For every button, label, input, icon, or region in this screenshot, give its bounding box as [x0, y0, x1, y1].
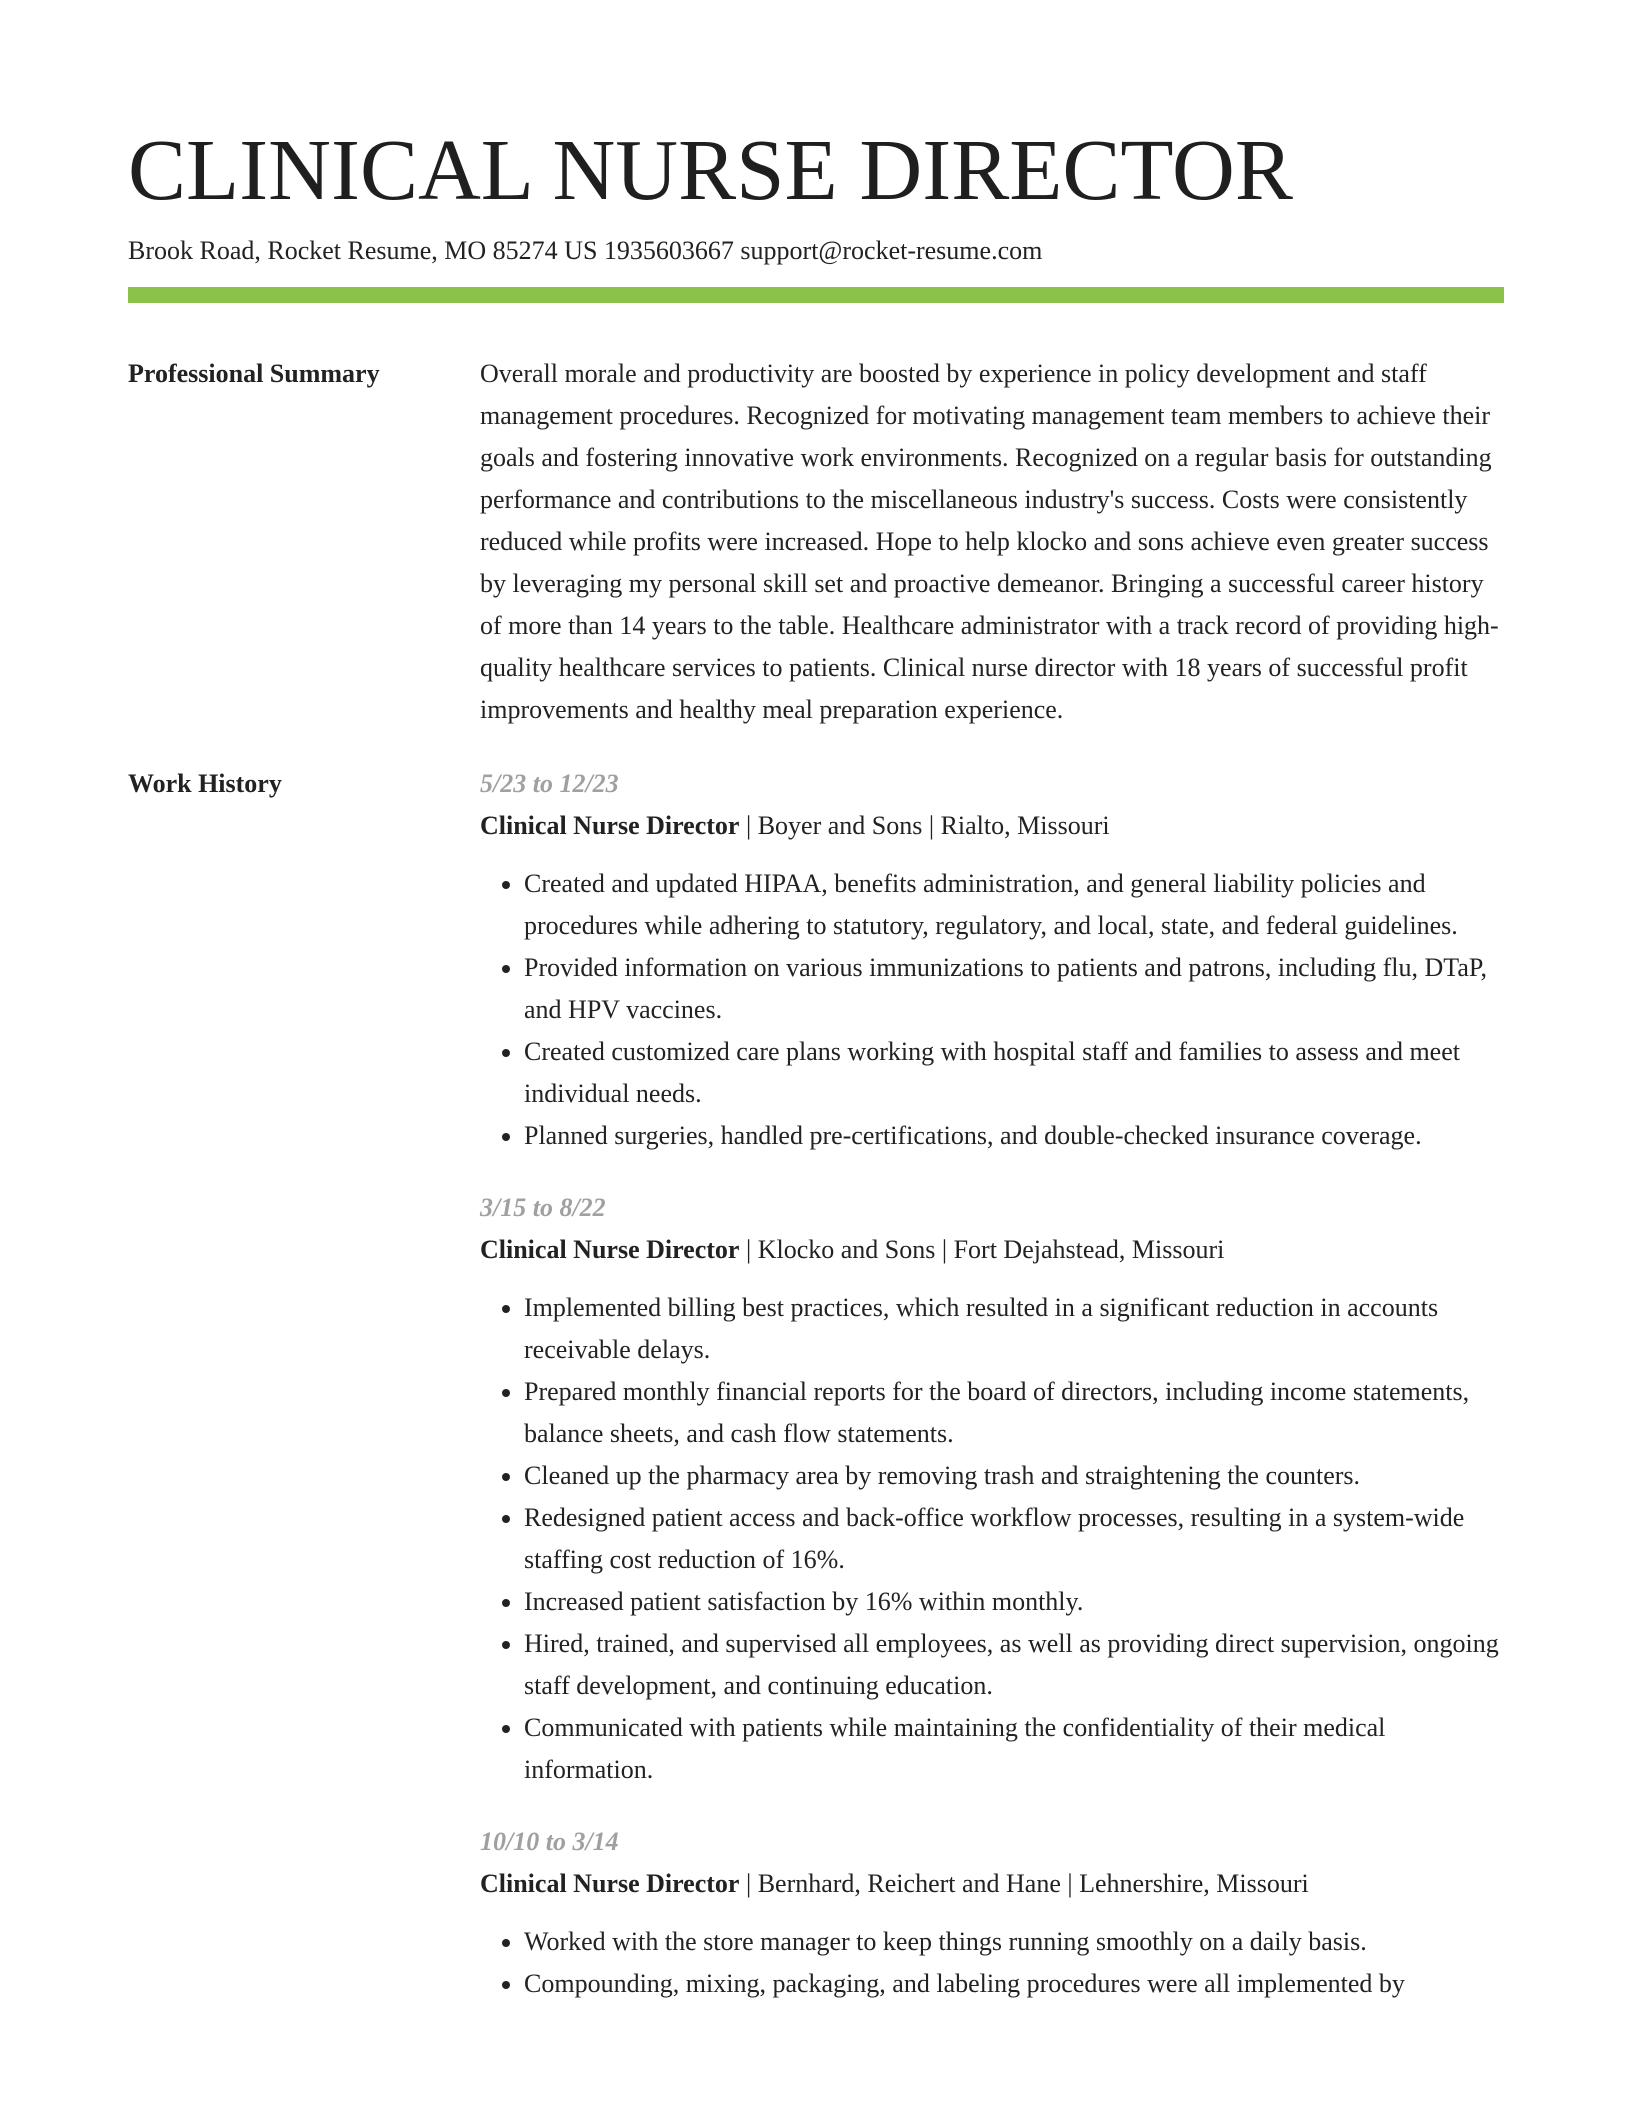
summary-text: Overall morale and productivity are boosted by experience in policy development and staff management procedures. Recognized for motivating management team members to achieve their goals and fostering innovative work environments. Recognized on a regular basis for outstanding performance and contributions to the miscellaneous industry's success. Costs were consistently reduced while profits were increased. Hope to help klocko and sons achieve even greater success by leveraging my personal skill set and proactive demeanor. Bringing a successful career history of more than 14 years to the table. Healthcare administrator with a track record of providing high-quality healthcare services to patients. Clinical nurse director with 18 years of successful profit improvements and healthy meal preparation experience. — [480, 359, 1499, 724]
job-separator: | — [935, 1235, 954, 1264]
job-separator: | — [1060, 1869, 1080, 1898]
header-divider — [128, 287, 1504, 303]
job-entry — [480, 1821, 1504, 2005]
job-bullet-item: • Prepared monthly financial reports for the board of directors, including income statements, balance sheets, and cash flow statements. — [524, 1371, 1504, 1455]
job-company: Bernhard, Reichert and Hane — [757, 1869, 1061, 1898]
job-separator: | — [739, 811, 758, 840]
job-bullet-item: • Cleaned up the pharmacy area by removing trash and straightening the counters. — [524, 1455, 1504, 1497]
job-dates: 10/10 to 3/14 — [480, 1827, 619, 1856]
job-company: Klocko and Sons — [757, 1235, 936, 1264]
job-bullet-item: • Hired, trained, and supervised all employees, as well as providing direct supervision, ongoing staff development, and continuing education. — [524, 1623, 1504, 1707]
work-history-body — [480, 763, 1504, 2035]
section-label-work-history: Work History — [128, 769, 282, 798]
job-bullet-list — [480, 863, 1504, 1157]
job-dates: 3/15 to 8/22 — [480, 1193, 606, 1222]
job-entry — [480, 1187, 1504, 1791]
job-bullet-item: • Created customized care plans working with hospital staff and families to assess and meet individual needs. — [524, 1031, 1504, 1115]
job-heading-line — [480, 1229, 1504, 1271]
job-company: Boyer and Sons — [757, 811, 923, 840]
job-dates: 5/23 to 12/23 — [480, 769, 619, 798]
job-location: Rialto, Missouri — [940, 811, 1110, 840]
resume-name-heading: CLINICAL NURSE DIRECTOR — [128, 121, 1293, 218]
job-heading-line — [480, 805, 1504, 847]
work-history-section — [128, 763, 1504, 2035]
job-bullet-item: • Communicated with patients while maintaining the confidentiality of their medical information. — [524, 1707, 1504, 1791]
professional-summary-section — [128, 353, 1504, 731]
contact-line: Brook Road, Rocket Resume, MO 85274 US 1935603667 support@rocket-resume.com — [128, 236, 1043, 265]
resume-page — [128, 120, 1504, 2035]
job-bullet-item: • Provided information on various immunizations to patients and patrons, including flu, DTaP, and HPV vaccines. — [524, 947, 1504, 1031]
job-location: Lehnershire, Missouri — [1079, 1869, 1309, 1898]
job-bullet-item: • Increased patient satisfaction by 16% within monthly. — [524, 1581, 1504, 1623]
job-bullet-item: • Redesigned patient access and back-office workflow processes, resulting in a system-wide staffing cost reduction of 16%. — [524, 1497, 1504, 1581]
job-entry — [480, 763, 1504, 1157]
job-separator: | — [739, 1869, 758, 1898]
job-location: Fort Dejahstead, Missouri — [953, 1235, 1225, 1264]
section-label-summary: Professional Summary — [128, 359, 380, 388]
job-bullet-item: • Planned surgeries, handled pre-certifications, and double-checked insurance coverage. — [524, 1115, 1504, 1157]
job-title: Clinical Nurse Director — [480, 1235, 740, 1264]
job-separator: | — [922, 811, 941, 840]
job-title: Clinical Nurse Director — [480, 1869, 740, 1898]
job-separator: | — [739, 1235, 758, 1264]
job-bullet-item: • Implemented billing best practices, which resulted in a significant reduction in accounts receivable delays. — [524, 1287, 1504, 1371]
job-bullet-list — [480, 1921, 1504, 2005]
summary-body — [480, 353, 1504, 731]
job-bullet-item: • Compounding, mixing, packaging, and labeling procedures were all implemented by — [524, 1963, 1504, 2005]
job-heading-line — [480, 1863, 1504, 1905]
job-bullet-list — [480, 1287, 1504, 1791]
job-bullet-item: • Created and updated HIPAA, benefits administration, and general liability policies and procedures while adhering to statutory, regulatory, and local, state, and federal guidelines. — [524, 863, 1504, 947]
job-title: Clinical Nurse Director — [480, 811, 740, 840]
job-bullet-item: • Worked with the store manager to keep things running smoothly on a daily basis. — [524, 1921, 1504, 1963]
